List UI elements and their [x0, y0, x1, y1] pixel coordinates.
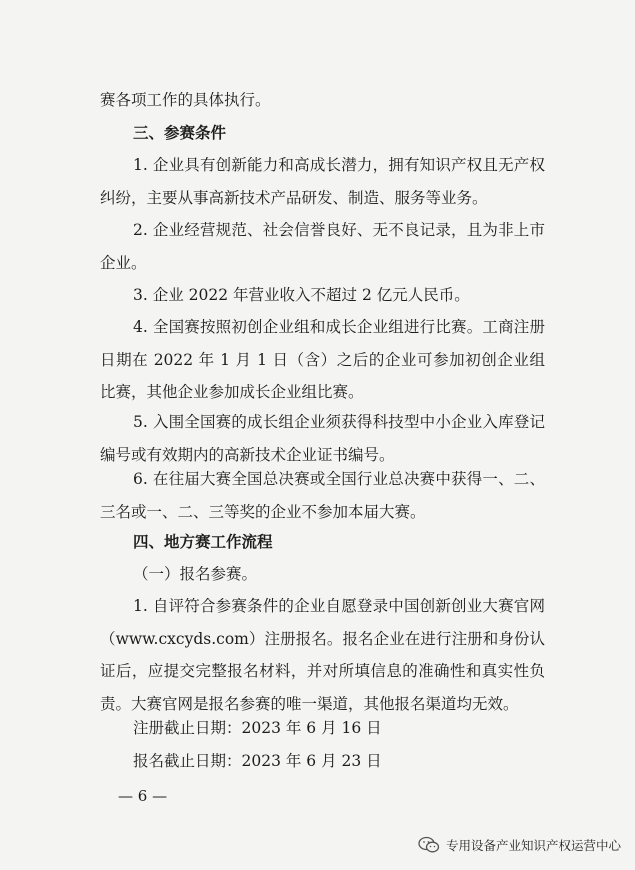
- paragraph-condition-4: 4. 全国赛按照初创企业组和成长企业组进行比赛。工商注册日期在 2022 年 1 月 1 日（含）之后的企业可参加初创企业组比赛，其他企业参加成长企业组比赛。: [100, 318, 545, 401]
- source-watermark: [418, 836, 621, 854]
- paragraph-condition-2: 2. 企业经营规范、社会信誉良好、无不良记录，且为非上市企业。: [100, 221, 545, 272]
- paragraph-condition-6: 6. 在往届大赛全国总决赛或全国行业总决赛中获得一、二、三名或一、二、三等奖的企业不参加本届大赛。: [100, 470, 545, 521]
- signup-deadline: 报名截止日期：2023 年 6 月 23 日: [133, 752, 382, 770]
- paragraph-intro-tail: 赛各项工作的具体执行。: [100, 91, 271, 109]
- source-name: 专用设备产业知识产权运营中心: [445, 838, 621, 853]
- paragraph-condition-1: 1. 企业具有创新能力和高成长潜力，拥有知识产权且无产权纠纷，主要从事高新技术产品研发、制造、服务等业务。: [100, 156, 545, 207]
- page-number: — 6 —: [118, 787, 168, 805]
- registration-deadline: 注册截止日期：2023 年 6 月 16 日: [133, 719, 382, 737]
- paragraph-registration-1: 1. 自评符合参赛条件的企业自愿登录中国创新创业大赛官网（www.cxcyds.com）注册报名。报名企业在进行注册和身份认证后，应提交完整报名材料，并对所填信息的准确性和真实性负责。大赛官网是报名参赛的唯一渠道，其他报名渠道均无效。: [100, 597, 545, 713]
- heading-workflow: 四、地方赛工作流程: [133, 533, 273, 551]
- paragraph-condition-3: 3. 企业 2022 年营业收入不超过 2 亿元人民币。: [133, 286, 470, 304]
- paragraph-condition-5: 5. 入围全国赛的成长组企业须获得科技型中小企业入库登记编号或有效期内的高新技术企业证书编号。: [100, 413, 545, 464]
- heading-eligibility: 三、参赛条件: [133, 124, 227, 142]
- subheading-registration: （一）报名参赛。: [133, 565, 258, 583]
- wechat-icon: [418, 836, 440, 854]
